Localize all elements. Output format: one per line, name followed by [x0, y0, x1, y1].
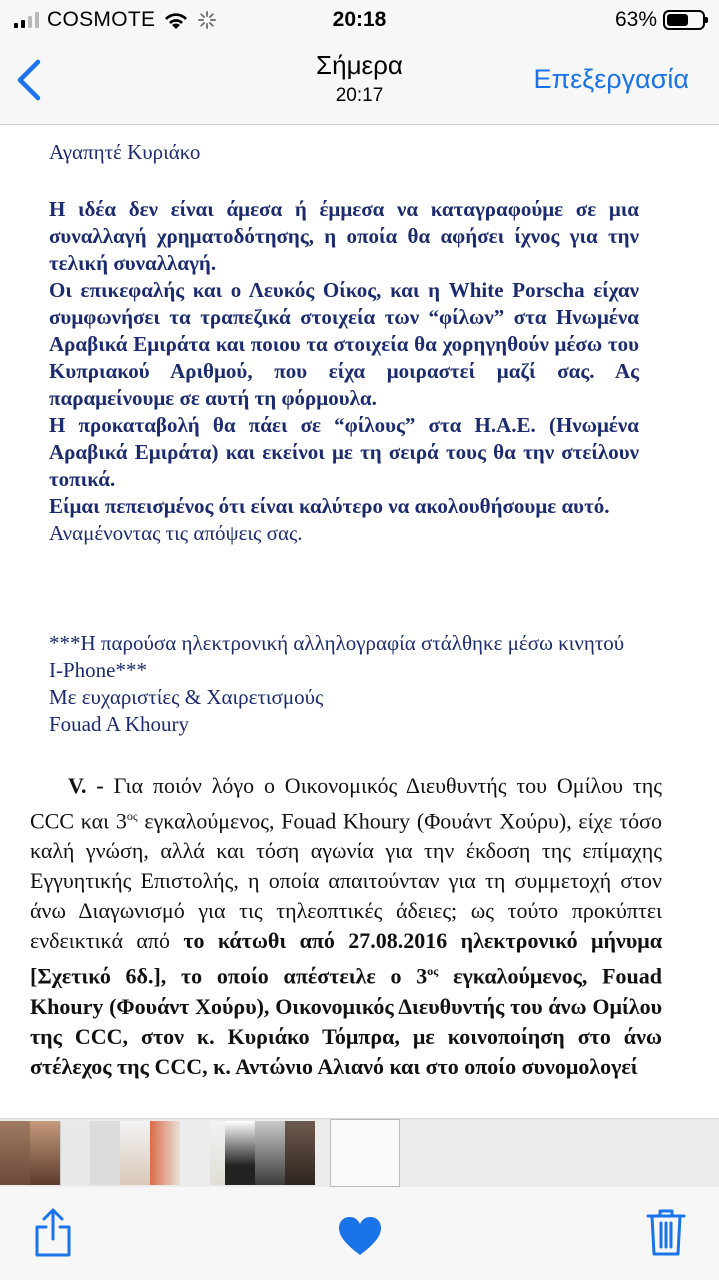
- email-paragraph-1: Η ιδέα δεν είναι άμεσα ή έμμεσα να καταγραφούμε σε μια συναλλαγή χρηματοδότησης, η οποία θα αφήσει ίχνος για την τελική συναλλαγή.: [49, 197, 639, 275]
- edit-button[interactable]: Επεξεργασία: [533, 64, 689, 94]
- thumbnail-photo[interactable]: [30, 1121, 60, 1185]
- thumbnail-photo[interactable]: [255, 1121, 285, 1185]
- section-number: V. -: [68, 773, 104, 798]
- trash-icon[interactable]: [646, 1207, 686, 1257]
- thumbnail-strip[interactable]: [0, 1118, 719, 1187]
- email-greeting: [49, 139, 639, 166]
- battery-fill: [667, 14, 688, 26]
- thumbnail-photo[interactable]: [150, 1121, 180, 1185]
- email-closing: Αναμένοντας τις απόψεις σας.: [49, 521, 303, 545]
- thumbnail-photo[interactable]: [0, 1121, 30, 1185]
- bottom-toolbar: [0, 1187, 719, 1280]
- email-footer: [49, 630, 639, 738]
- navigation-bar: [0, 40, 719, 125]
- thumbnail-photo[interactable]: [120, 1121, 150, 1185]
- doc-ordinal-1: ος: [126, 809, 138, 823]
- nav-subtitle-time: 20:17: [335, 85, 384, 106]
- carrier-name: COSMOTE: [47, 8, 156, 31]
- email-body: [49, 196, 639, 547]
- heart-icon[interactable]: [337, 1215, 383, 1257]
- email-paragraph-2: Οι επικεφαλής και ο Λευκός Οίκος, και η White Porscha είχαν συμφωνήσει τα τραπεζικά στοιχεία των “φίλων” στα Ηνωμένα Αραβικά Εμιράτα και ποιου τα στοιχεία θα χορηγηθούν μέσω του Κυπριακού Αριθμού, που είχα μοιραστεί μαζί σας. Ας παραμείνουμε σε αυτή τη φόρμουλα.: [49, 278, 639, 410]
- thumbnail-photo[interactable]: [285, 1121, 315, 1185]
- email-paragraph-4: Είμαι πεπεισμένος ότι είναι καλύτερο να ακολουθήσουμε αυτό.: [49, 494, 610, 518]
- doc-ordinal-2: ος: [427, 964, 439, 979]
- thumbnail-photo[interactable]: [60, 1121, 91, 1185]
- doc-bold-a: το κάτωθι από 27.08.2016 ηλεκτρονικό μήνυμα [Σχετικό 6δ.], το οποίο απέστειλε ο 3: [30, 928, 662, 989]
- footer-iphone-note: ***Η παρούσα ηλεκτρονική αλληλογραφία στάλθηκε μέσω κινητού I-Phone***: [49, 631, 625, 682]
- doc-bold-b: εγκαλούμενος, Fouad Khoury (Φουάντ Χούρυ), Οικονομικός Διευθυντής του άνω Ομίλου της CCC, στον κ. Κυριάκο Τόμπρα, με κοινοποίηση στο άνω στέλεχος της CCC, κ. Αντώνιο Αλιανό και στο οποίο συνομολογεί: [30, 963, 662, 1079]
- battery-percentage: 63%: [614, 8, 657, 31]
- thumbnail-photo[interactable]: [90, 1121, 120, 1185]
- status-bar: [0, 0, 719, 40]
- status-right: [615, 8, 705, 32]
- greeting-text: Αγαπητέ Κυριάκο: [49, 140, 201, 164]
- document-text: [30, 771, 662, 1082]
- thumbnail-photo[interactable]: [225, 1121, 255, 1185]
- battery-icon: [663, 10, 705, 30]
- share-icon[interactable]: [32, 1207, 74, 1259]
- nav-title: Σήμερα: [316, 50, 403, 80]
- doc-text-a: Για ποιόν λόγο ο Οικονομικός Διευθυντής του Ομίλου της CCC και 3: [30, 773, 662, 834]
- thumbnail-photo[interactable]: [180, 1121, 210, 1185]
- photo-content[interactable]: [0, 125, 719, 1118]
- footer-signature: Fouad A Khoury: [49, 712, 190, 736]
- doc-text-b: εγκαλούμενος, Fouad Khoury (Φουάντ Χούρυ), είχε τόσο καλή γνώση, αλλά και τόση αγωνία για την έκδοση της επίμαχης Εγγυητικής Επιστολής, η οποία απαιτούνταν για τη συμμετοχή στον άνω Διαγωνισμό για τις τηλεοπτικές άδειες; ως τούτο προκύπτει ενδεικτικά από: [30, 808, 663, 954]
- status-time: 20:18: [332, 8, 387, 31]
- email-paragraph-3: Η προκαταβολή θα πάει σε “φίλους” στα Η.Α.Ε. (Ηνωμένα Αραβικά Εμιράτα) και εκείνοι με τη σειρά τους θα την στείλουν τοπικά.: [49, 413, 639, 491]
- thumbnail-current-photo[interactable]: [330, 1119, 400, 1187]
- footer-thanks: Με ευχαριστίες & Χαιρετισμούς: [49, 685, 324, 709]
